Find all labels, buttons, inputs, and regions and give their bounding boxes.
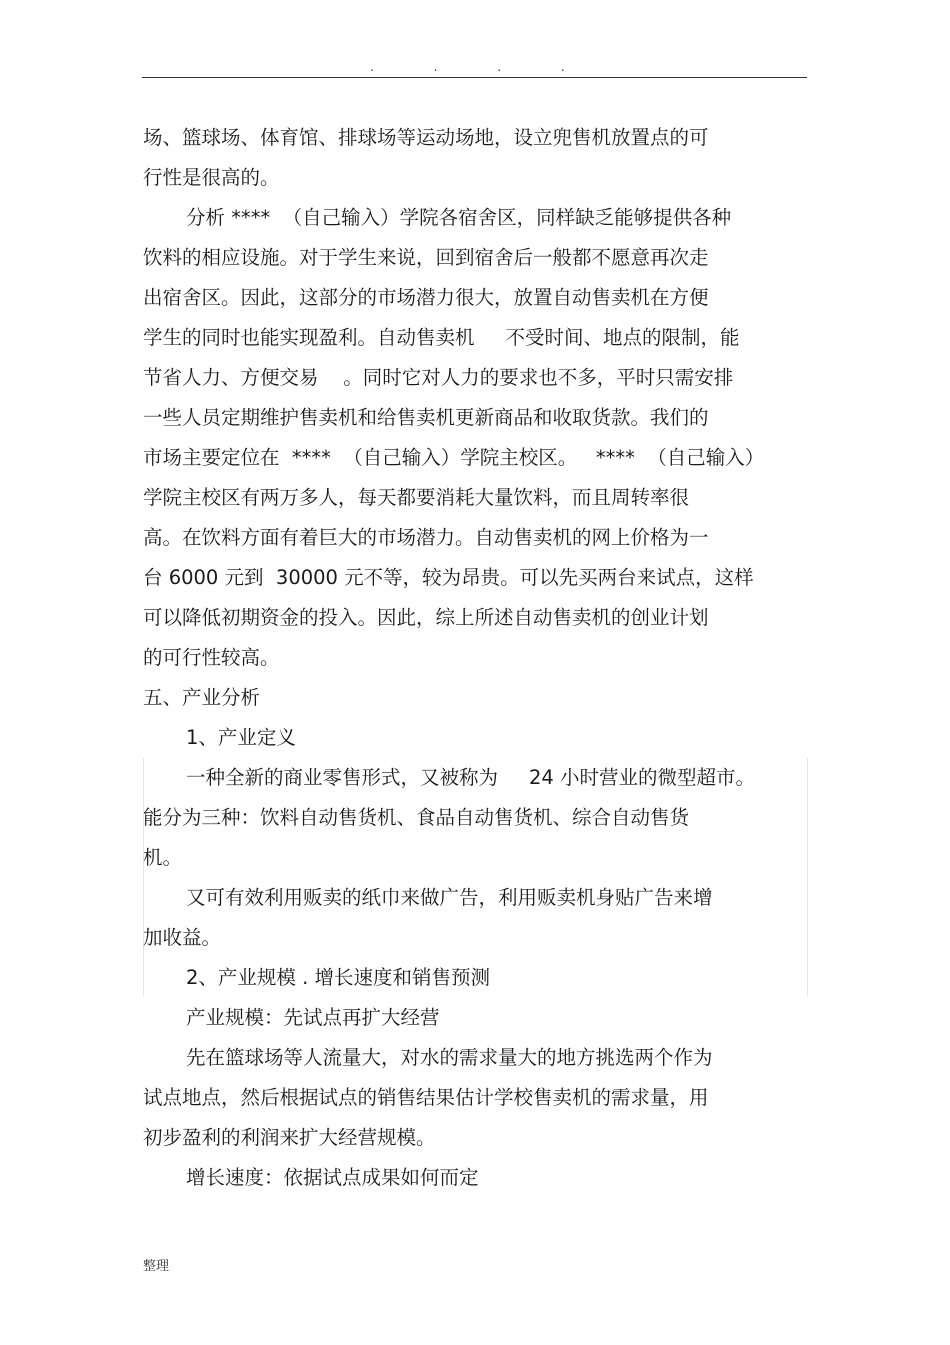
paragraph-line: 初步盈利的利润来扩大经营规模。 <box>143 1126 436 1149</box>
paragraph-line: 一种全新的商业零售形式，又被称为 24 小时营业的微型超市。 <box>186 766 756 789</box>
footer-label: 整理 <box>143 1259 170 1274</box>
section-heading: 五、产业分析 <box>143 686 261 709</box>
document-body <box>143 118 808 1198</box>
paragraph-line: 学生的同时也能实现盈利。自动售卖机 不受时间、地点的限制，能 <box>143 326 740 349</box>
paragraph-line: 分析 **** （自己输入）学院各宿舍区，同样缺乏能够提供各种 <box>186 206 732 229</box>
paragraph-line: 能分为三种：饮料自动售货机、食品自动售货机、综合自动售货 <box>143 806 690 829</box>
paragraph-line: 增长速度：依据试点成果如何而定 <box>186 1166 479 1189</box>
paragraph-line: 高。在饮料方面有着巨大的市场潜力。自动售卖机的网上价格为一 <box>143 526 709 549</box>
paragraph-line: 市场主要定位在 **** （自己输入）学院主校区。 **** （自己输入） <box>143 446 765 469</box>
paragraph-line: 一些人员定期维护售卖机和给售卖机更新商品和收取货款。我们的 <box>143 406 709 429</box>
paragraph-line: 试点地点，然后根据试点的销售结果估计学校售卖机的需求量，用 <box>143 1086 709 1109</box>
header-dots: . . . . <box>370 60 593 74</box>
paragraph-line: 又可有效利用贩卖的纸巾来做广告，利用贩卖机身贴广告来增 <box>186 886 713 909</box>
header-rule <box>142 77 807 78</box>
paragraph-line: 场、篮球场、体育馆、排球场等运动场地，设立兜售机放置点的可 <box>143 126 709 149</box>
paragraph-line: 饮料的相应设施。对于学生来说，回到宿舍后一般都不愿意再次走 <box>143 246 709 269</box>
paragraph-line: 的可行性较高。 <box>143 646 280 669</box>
paragraph-line: 产业规模：先试点再扩大经营 <box>186 1006 440 1029</box>
paragraph-line: 加收益。 <box>143 926 222 949</box>
paragraph-line: 行性是很高的。 <box>143 166 280 189</box>
paragraph-line: 可以降低初期资金的投入。因此，综上所述自动售卖机的创业计划 <box>143 606 709 629</box>
paragraph-line: 台 6000 元到 30000 元不等，较为昂贵。可以先买两台来试点，这样 <box>143 566 754 589</box>
subsection-heading: 1、产业定义 <box>186 726 296 749</box>
paragraph-line: 先在篮球场等人流量大，对水的需求量大的地方挑选两个作为 <box>186 1046 713 1069</box>
paragraph-line: 机。 <box>143 846 183 869</box>
subsection-heading: 2、产业规模 . 增长速度和销售预测 <box>186 966 491 989</box>
paragraph-line: 节省人力、方便交易 。同时它对人力的要求也不多，平时只需安排 <box>143 366 734 389</box>
paragraph-line: 出宿舍区。因此，这部分的市场潜力很大，放置自动售卖机在方便 <box>143 286 709 309</box>
paragraph-line: 学院主校区有两万多人，每天都要消耗大量饮料，而且周转率很 <box>143 486 690 509</box>
